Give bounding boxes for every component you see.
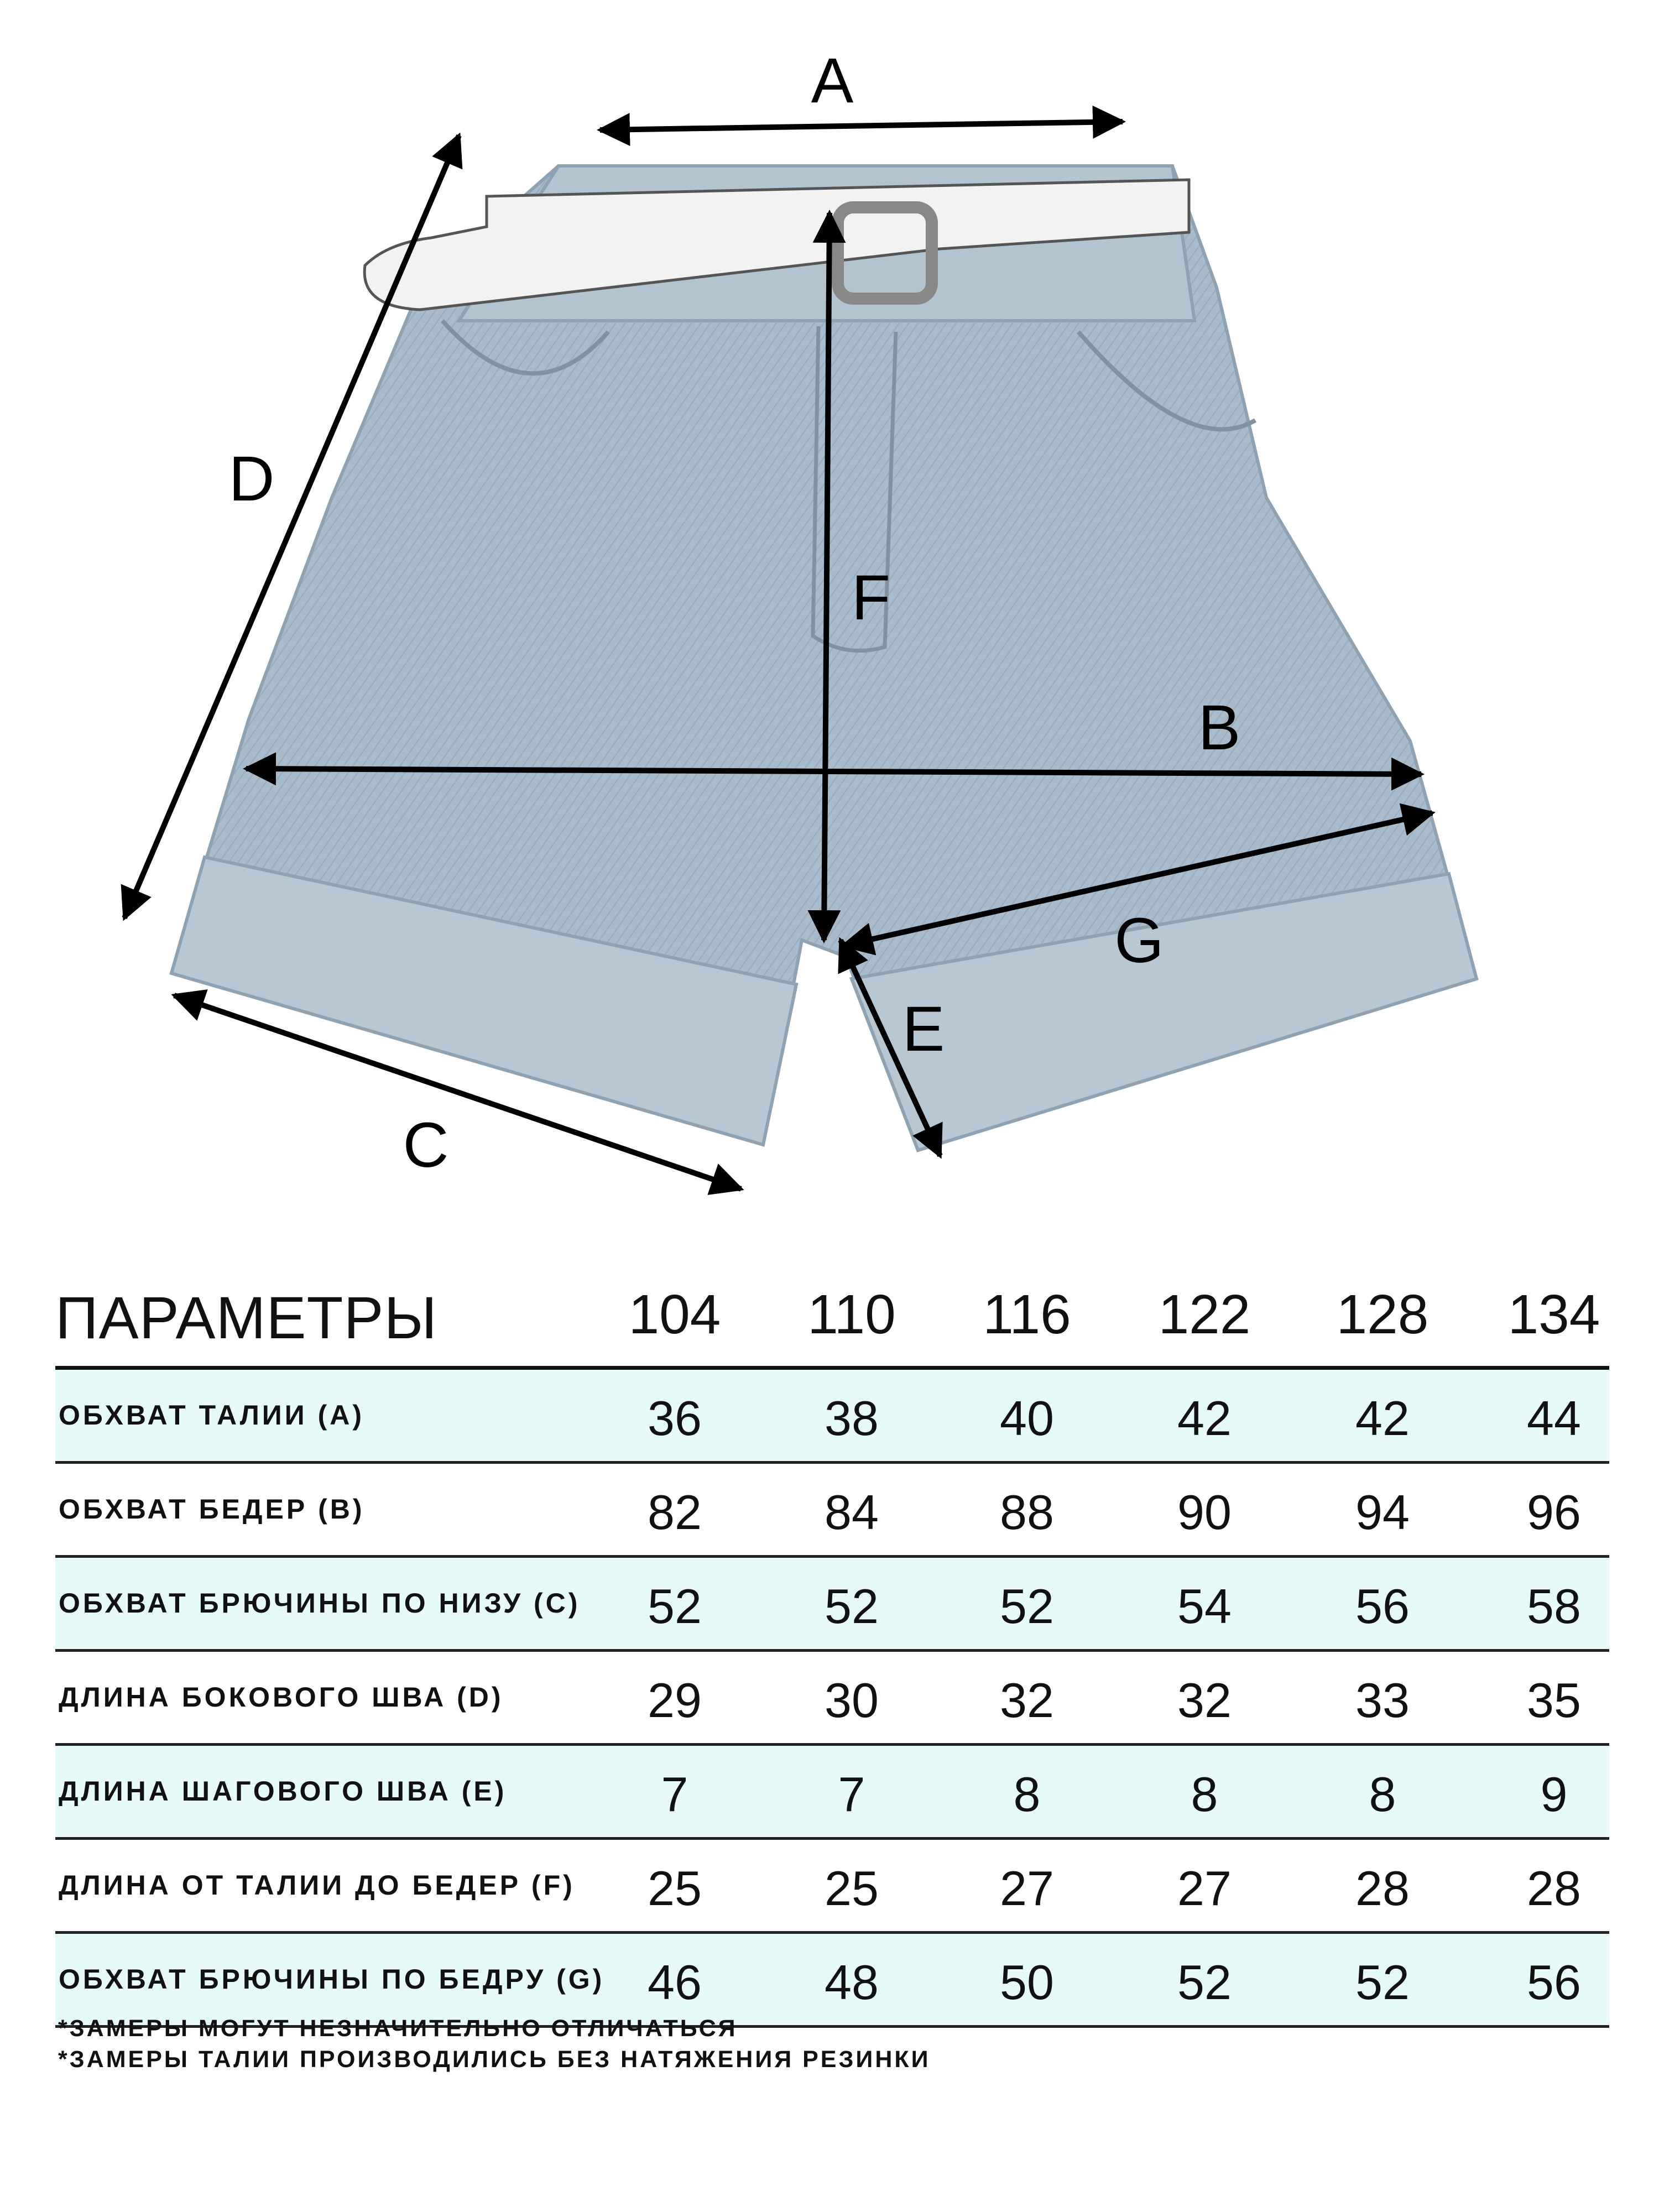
table-cell: 56	[1527, 1955, 1581, 2010]
label-f: F	[851, 562, 891, 633]
table-cell: 88	[1000, 1485, 1054, 1540]
table-cell: 7	[661, 1767, 688, 1822]
table-cell: 33	[1355, 1673, 1410, 1728]
size-header: 110	[807, 1284, 896, 1345]
table-cell: 27	[1000, 1861, 1054, 1916]
table-cell: 8	[1369, 1767, 1396, 1822]
table-cell: 25	[825, 1861, 879, 1916]
table-cell: 42	[1177, 1391, 1232, 1446]
table-cell: 82	[648, 1485, 702, 1540]
table-cell: 30	[825, 1673, 879, 1728]
table-cell: 52	[648, 1579, 702, 1634]
row-label: ОБХВАТ БЕДЕР (В)	[59, 1494, 365, 1525]
table-cell: 28	[1355, 1861, 1410, 1916]
table-cell: 35	[1527, 1673, 1581, 1728]
table-cell: 29	[648, 1673, 702, 1728]
table-cell: 32	[1177, 1673, 1232, 1728]
footnote: *ЗАМЕРЫ МОГУТ НЕЗНАЧИТЕЛЬНО ОТЛИЧАТЬСЯ	[58, 2015, 738, 2042]
table-cell: 44	[1527, 1391, 1581, 1446]
row-label: ДЛИНА ШАГОВОГО ШВА (E)	[59, 1776, 507, 1807]
table-cell: 84	[825, 1485, 879, 1540]
size-header: 134	[1507, 1284, 1600, 1345]
label-g: G	[1114, 905, 1164, 976]
label-e: E	[902, 994, 945, 1065]
table-cell: 9	[1540, 1767, 1568, 1822]
table-row	[55, 1652, 1609, 1746]
table-cell: 38	[825, 1391, 879, 1446]
size-header: 116	[983, 1284, 1071, 1345]
size-table	[55, 1272, 1609, 2028]
table-cell: 90	[1177, 1485, 1232, 1540]
table-cell: 56	[1355, 1579, 1410, 1634]
footnotes	[58, 2013, 931, 2075]
row-label: ОБХВАТ БРЮЧИНЫ ПО НИЗУ (С)	[59, 1588, 581, 1619]
table-cell: 28	[1527, 1861, 1581, 1916]
table-cell: 8	[1013, 1767, 1041, 1822]
label-c: C	[403, 1110, 449, 1181]
arrow-a	[600, 122, 1123, 130]
row-label: ДЛИНА ОТ ТАЛИИ ДО БЕДЕР (F)	[59, 1870, 575, 1901]
table-cell: 8	[1191, 1767, 1218, 1822]
table-cell: 48	[825, 1955, 879, 2010]
table-cell: 94	[1355, 1485, 1410, 1540]
table-cell: 46	[648, 1955, 702, 2010]
table-cell: 54	[1177, 1579, 1232, 1634]
footnote: *ЗАМЕРЫ ТАЛИИ ПРОИЗВОДИЛИСЬ БЕЗ НАТЯЖЕНИЯ РЕЗИНКИ	[58, 2046, 931, 2073]
table-title: ПАРАМЕТРЫ	[55, 1284, 438, 1351]
table-row	[55, 1746, 1609, 1840]
table-cell: 96	[1527, 1485, 1581, 1540]
table-cell: 50	[1000, 1955, 1054, 2010]
table-row	[55, 1464, 1609, 1558]
row-label: ОБХВАТ ТАЛИИ (А)	[59, 1400, 364, 1431]
table-row	[55, 1840, 1609, 1934]
table-cell: 52	[1177, 1955, 1232, 2010]
label-a: A	[811, 45, 854, 116]
size-header: 128	[1336, 1284, 1429, 1345]
table-row	[55, 1370, 1609, 1464]
table-cell: 42	[1355, 1391, 1410, 1446]
table-cell: 58	[1527, 1579, 1581, 1634]
table-cell: 52	[1000, 1579, 1054, 1634]
row-label: ДЛИНА БОКОВОГО ШВА (D)	[59, 1682, 504, 1713]
table-cell: 7	[838, 1767, 865, 1822]
table-header	[55, 1272, 1609, 1370]
table-cell: 32	[1000, 1673, 1054, 1728]
table-cell: 52	[1355, 1955, 1410, 2010]
label-d: D	[228, 444, 275, 514]
table-row	[55, 1558, 1609, 1652]
size-header: 122	[1158, 1284, 1251, 1345]
size-header: 104	[628, 1284, 721, 1345]
table-cell: 27	[1177, 1861, 1232, 1916]
table-cell: 36	[648, 1391, 702, 1446]
row-label: ОБХВАТ БРЮЧИНЫ ПО БЕДРУ (G)	[59, 1964, 605, 1995]
table-cell: 52	[825, 1579, 879, 1634]
table-cell: 25	[648, 1861, 702, 1916]
table-cell: 40	[1000, 1391, 1054, 1446]
label-b: B	[1198, 692, 1241, 763]
